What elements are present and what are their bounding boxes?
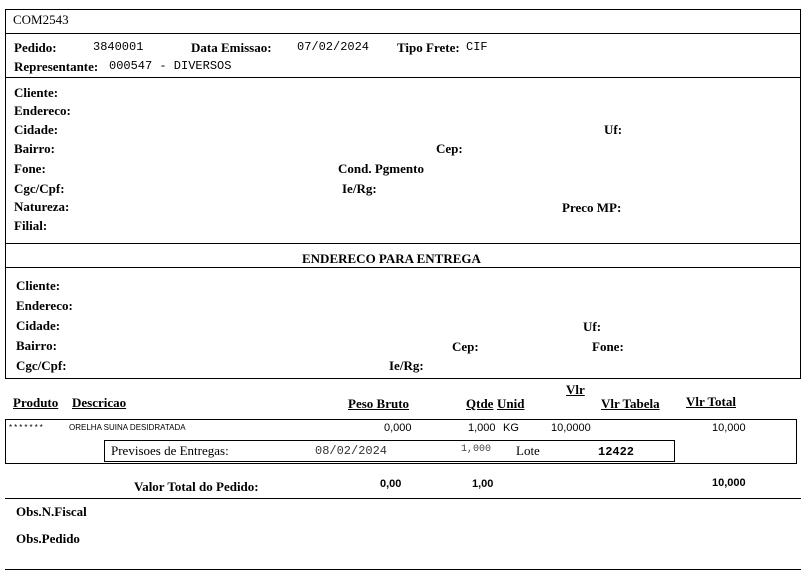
totals-top-line [5, 498, 801, 499]
obs-pedido-label: Obs.Pedido [16, 531, 80, 546]
delivery-cidade-label: Cidade: [16, 318, 61, 333]
item-peso-bruto: 0,000 [384, 422, 412, 434]
pedido-value: 3840001 [93, 40, 144, 54]
delivery-cgc-label: Cgc/Cpf: [16, 358, 67, 373]
delivery-bairro-label: Bairro: [16, 338, 57, 353]
item-qtde: 1,000 [468, 422, 496, 434]
representante-label: Representante: [14, 59, 99, 74]
pedido-label: Pedido: [14, 40, 57, 55]
previsoes-date: 08/02/2024 [315, 444, 388, 458]
valor-total-label: Valor Total do Pedido: [134, 479, 259, 494]
obs-nota-fiscal-label: Obs.N.Fiscal [16, 504, 87, 519]
filial-label: Filial: [14, 218, 48, 233]
item-vlr: 10,0000 [551, 422, 591, 434]
cond-pagamento-label: Cond. Pgmento [338, 161, 424, 176]
bairro-label: Bairro: [14, 141, 55, 156]
delivery-fone-label: Fone: [592, 339, 624, 354]
data-emissao-value: 07/02/2024 [297, 40, 370, 54]
item-produto: ******* [9, 423, 45, 432]
delivery-uf-label: Uf: [583, 319, 602, 334]
item-descricao: ORELHA SUINA DESIDRATADA [69, 423, 186, 432]
col-header-produto: Produto [13, 395, 59, 410]
col-header-vlr: Vlr [566, 382, 585, 397]
cgc-cpf-label: Cgc/Cpf: [14, 181, 65, 196]
total-qtde: 1,00 [472, 478, 494, 490]
ie-rg-label: Ie/Rg: [342, 181, 377, 196]
previsoes-label: Previsoes de Entregas: [111, 443, 229, 458]
delivery-endereco-label: Endereco: [16, 298, 73, 313]
col-header-vlr-tabela: Vlr Tabela [601, 396, 660, 411]
cep-label: Cep: [436, 141, 463, 156]
previsoes-qty: 1,000 [461, 444, 492, 455]
col-header-peso-bruto: Peso Bruto [348, 396, 410, 411]
uf-label: Uf: [604, 122, 623, 137]
cidade-label: Cidade: [14, 122, 59, 137]
lote-value: 12422 [598, 445, 635, 459]
item-unid: KG [503, 422, 519, 434]
bottom-line [5, 569, 801, 570]
endereco-label: Endereco: [14, 103, 71, 118]
col-header-qtde: Qtde [466, 396, 494, 411]
data-emissao-label: Data Emissao: [191, 40, 272, 55]
lote-label: Lote [516, 443, 540, 458]
total-peso: 0,00 [380, 478, 402, 490]
total-valor: 10,000 [712, 477, 746, 489]
delivery-ie-label: Ie/Rg: [389, 358, 424, 373]
fone-label: Fone: [14, 161, 46, 176]
col-header-descricao: Descricao [72, 395, 127, 410]
representante-value: 000547 - DIVERSOS [109, 59, 232, 73]
delivery-cep-label: Cep: [452, 339, 479, 354]
delivery-title: ENDERECO PARA ENTREGA [302, 251, 481, 266]
preco-mp-label: Preco MP: [562, 200, 622, 215]
form-title-box [5, 9, 801, 34]
delivery-title-divider [5, 267, 801, 268]
natureza-label: Natureza: [14, 199, 70, 214]
col-header-vlr-total: Vlr Total [686, 394, 736, 409]
form-code: COM2543 [13, 12, 69, 27]
cliente-label: Cliente: [14, 85, 59, 100]
delivery-cliente-label: Cliente: [16, 278, 61, 293]
tipo-frete-label: Tipo Frete: [397, 40, 460, 55]
col-header-unid: Unid [497, 396, 525, 411]
item-vlr-total: 10,000 [712, 422, 746, 434]
tipo-frete-value: CIF [466, 40, 488, 54]
